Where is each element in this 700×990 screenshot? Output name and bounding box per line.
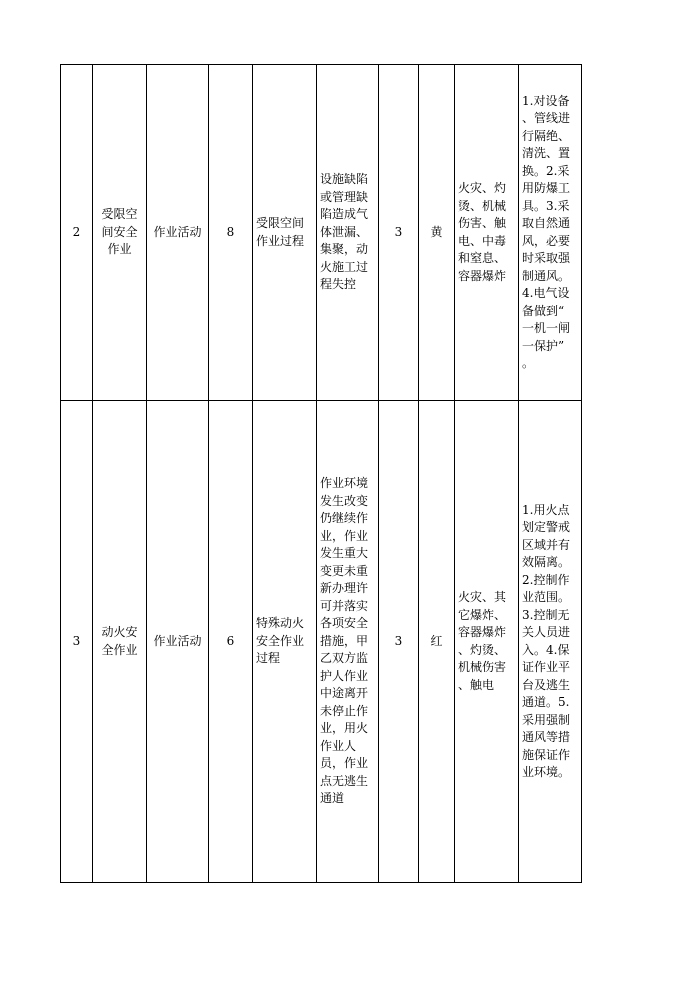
risk-score: 8 [209,65,253,401]
hazard-cause: 作业环境 发生改变 仍继续作 业，作业 发生重大 变更未重 新办理许 可并落实 各项安全 措施，甲 乙双方监 护人作业 中途离开 未停止作 业，用火 作业人 员，作业 点无逃生 通道 [317,401,379,883]
row-number: 2 [61,65,93,401]
table-row [61,65,582,401]
possible-consequence: 火灾、灼 烫、机械 伤害、触 电、中毒 和窒息、 容器爆炸 [455,65,519,401]
risk-level: 3 [379,401,419,883]
risk-assessment-table [60,64,582,883]
control-measures: 1.对设备 、管线进 行隔绝、 清洗、置 换。2.采 用防爆工 具。3.采 取自然通 风，必要 时采取强 制通风。 4.电气设 备做到“ 一机一闸 一保护” 。 [519,65,582,401]
risk-level: 3 [379,65,419,401]
possible-consequence: 火灾、其 它爆炸、 容器爆炸 、灼烫、 机械伤害 、触电 [455,401,519,883]
work-process: 特殊动火 安全作业 过程 [253,401,317,883]
activity-category: 作业活动 [147,65,209,401]
risk-color: 黄 [419,65,455,401]
table-row [61,401,582,883]
risk-color: 红 [419,401,455,883]
hazard-name: 受限空 间安全 作业 [93,65,147,401]
activity-category: 作业活动 [147,401,209,883]
hazard-cause: 设施缺陷 或管理缺 陷造成气 体泄漏、 集聚，动 火施工过 程失控 [317,65,379,401]
work-process: 受限空间 作业过程 [253,65,317,401]
control-measures: 1.用火点 划定警戒 区域并有 效隔离。 2.控制作 业范围。 3.控制无 关人员进 入。4.保 证作业平 台及逃生 通道。5. 采用强制 通风等措 施保证作 业环境。 [519,401,582,883]
risk-score: 6 [209,401,253,883]
hazard-name: 动火安 全作业 [93,401,147,883]
row-number: 3 [61,401,93,883]
